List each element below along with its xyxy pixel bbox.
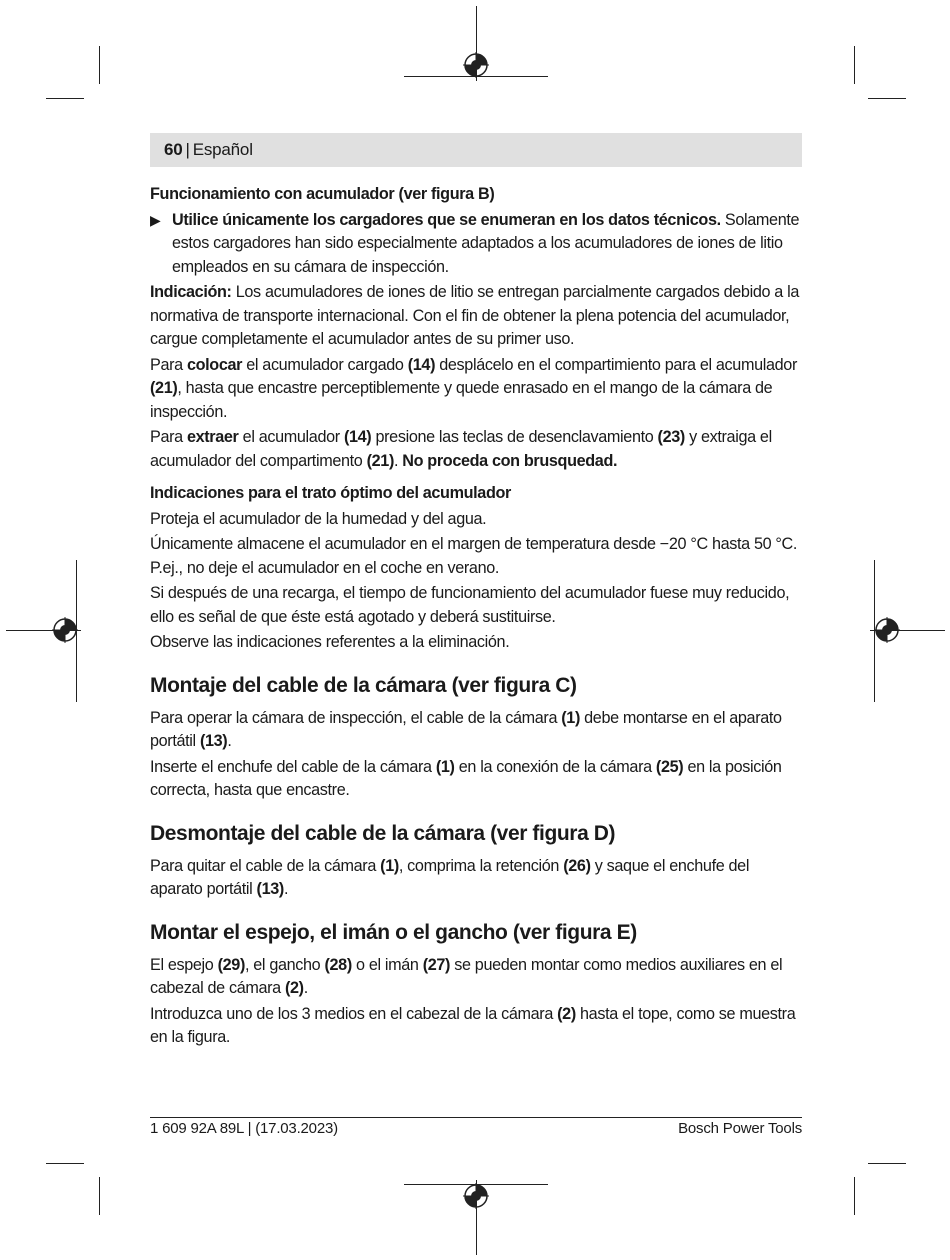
page-header	[150, 133, 802, 167]
section-heading: Funcionamiento con acumulador (ver figura B)	[150, 185, 495, 203]
paragraph: Observe las indicaciones referentes a la eliminación.	[150, 633, 510, 651]
paragraph: Únicamente almacene el acumulador en el margen de temperatura desde −20 °C hasta 50 °C. P.ej., no deje el acumulador en el coche en verano.	[150, 535, 798, 577]
registration-target-icon	[463, 52, 489, 78]
crop-mark	[854, 1177, 855, 1215]
section-heading: Indicaciones para el trato óptimo del acumulador	[150, 484, 511, 502]
warning-bold: Utilice únicamente los cargadores que se enumeran en los datos técnicos.	[172, 210, 721, 229]
crop-mark	[99, 1177, 100, 1215]
section-title: Montar el espejo, el imán o el gancho (ver figura E)	[150, 920, 637, 944]
section-title: Desmontaje del cable de la cámara (ver figura D)	[150, 821, 616, 845]
paragraph: Introduzca uno de los 3 medios en el cabezal de la cámara (2) hasta el tope, como se muestra en la figura.	[150, 1004, 796, 1046]
insert-paragraph: Para colocar el acumulador cargado (14) desplácelo en el compartimiento para el acumulador (21), hasta que encastre perceptiblemente y quede enrasado en el mango de la cámara de inspección.	[150, 355, 797, 421]
crop-mark	[868, 98, 906, 99]
paragraph: Para quitar el cable de la cámara (1), comprima la retención (26) y saque el enchufe del aparato portátil (13).	[150, 856, 750, 898]
note-paragraph	[150, 281, 802, 352]
paragraph: Proteja el acumulador de la humedad y del agua.	[150, 509, 487, 528]
content	[150, 183, 802, 1050]
crop-mark	[854, 46, 855, 84]
warning-arrow-icon: ▶	[150, 211, 161, 228]
registration-target-icon	[52, 617, 78, 643]
crop-mark	[46, 98, 84, 99]
page-language: Español	[192, 140, 253, 159]
paragraph: Para operar la cámara de inspección, el cable de la cámara (1) debe montarse en el aparato portátil (13).	[150, 708, 782, 750]
note-label: Indicación:	[150, 283, 232, 301]
safety-warning	[150, 209, 802, 280]
crop-mark	[868, 1163, 906, 1164]
crop-mark	[46, 1163, 84, 1164]
paragraph: Si después de una recarga, el tiempo de funcionamiento del acumulador fuese muy reducido, ello es señal de que éste está agotado y deberá sustituirse.	[150, 584, 790, 626]
document-id: 1 609 92A 89L | (17.03.2023)	[150, 1120, 338, 1137]
paragraph: El espejo (29), el gancho (28) o el imán (27) se pueden montar como medios auxiliares en el cabezal de cámara (2).	[150, 955, 783, 997]
warning-text	[172, 209, 802, 280]
brand-name: Bosch Power Tools	[678, 1120, 802, 1137]
note-text: Los acumuladores de iones de litio se entregan parcialmente cargados debido a la normativa de transporte internacional. Con el fin de obtener la plena potencia del acumulador, cargue completamente el acumulador antes de su primer uso.	[150, 283, 799, 348]
page-footer	[150, 1117, 802, 1137]
section-title: Montaje del cable de la cámara (ver figura C)	[150, 673, 577, 697]
remove-paragraph: Para extraer el acumulador (14) presione las teclas de desenclavamiento (23) y extraiga el acumulador del compartimento (21). No proceda con brusquedad.	[150, 428, 772, 470]
header-separator: |	[185, 140, 190, 159]
registration-target-icon	[874, 617, 900, 643]
registration-target-icon	[463, 1183, 489, 1209]
crop-mark	[99, 46, 100, 84]
paragraph: Inserte el enchufe del cable de la cámara (1) en la conexión de la cámara (25) en la posición correcta, hasta que encastre.	[150, 757, 782, 799]
warning-body: Solamente estos cargadores han sido especialmente adaptados a los acumuladores de iones de litio empleados en su cámara de inspección.	[172, 210, 800, 276]
page-number: 60	[164, 140, 183, 159]
page-body	[150, 133, 802, 1052]
